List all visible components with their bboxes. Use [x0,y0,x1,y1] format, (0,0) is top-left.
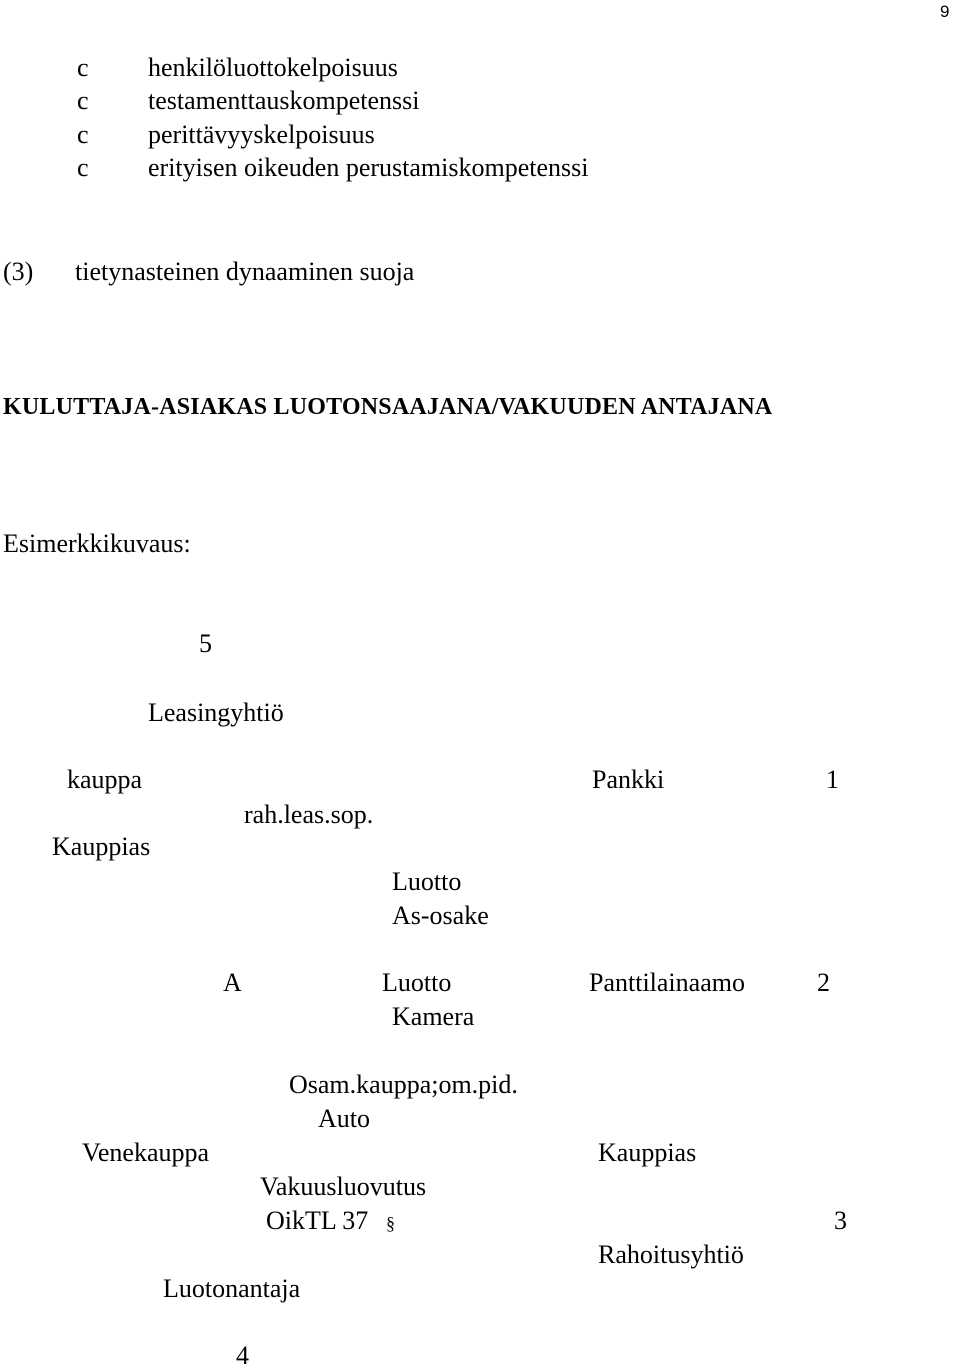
item-text: tietynasteinen dynaaminen suoja [75,257,415,286]
merchant-label-left: Kauppias [52,832,151,861]
finance-company-label: Rahoitusyhtiö [598,1240,744,1269]
list-item-text: testamenttauskompetenssi [148,86,420,115]
car-label: Auto [318,1104,370,1133]
section-heading: KULUTTAJA-ASIAKAS LUOTONSAAJANA/VAKUUDEN ANTAJANA [3,394,773,420]
camera-label: Kamera [392,1002,475,1031]
housing-share-label: As-osake [392,901,489,930]
merchant-label-right: Kauppias [598,1138,697,1167]
finance-lease-contract-label: rah.leas.sop. [244,800,374,829]
installment-sale-label: Osam.kauppa;om.pid. [289,1070,518,1099]
boat-dealer-label: Venekauppa [82,1138,210,1167]
leasing-company-label: Leasingyhtiö [148,698,284,727]
page-number: 9 [940,2,950,21]
list-item-text: perittävyyskelpoisuus [148,120,375,149]
diagram-number-1: 1 [826,765,839,794]
lender-label: Luotonantaja [163,1274,301,1303]
example-label: Esimerkkikuvaus: [3,529,191,558]
diagram-number-3: 3 [834,1206,847,1235]
list-bullet: c [77,120,89,149]
collateral-transfer-label: Vakuusluovutus [260,1172,427,1201]
person-a-label: A [223,968,242,997]
section-sign: § [386,1213,395,1233]
trade-label: kauppa [67,765,143,794]
diagram-number-2: 2 [817,968,830,997]
list-bullet: c [77,153,89,182]
list-item-text: henkilöluottokelpoisuus [148,53,398,82]
law-reference-label: OikTL 37 [266,1206,369,1235]
bank-label: Pankki [592,765,665,794]
list-item-text: erityisen oikeuden perustamiskompetenssi [148,153,589,182]
item-marker: (3) [3,257,34,286]
list-bullet: c [77,86,89,115]
diagram-number-4: 4 [236,1341,249,1370]
diagram-number-5: 5 [199,629,212,658]
credit-label-2: Luotto [382,968,452,997]
credit-label-1: Luotto [392,867,462,896]
pawnshop-label: Panttilainaamo [589,968,745,997]
list-bullet: c [77,53,89,82]
